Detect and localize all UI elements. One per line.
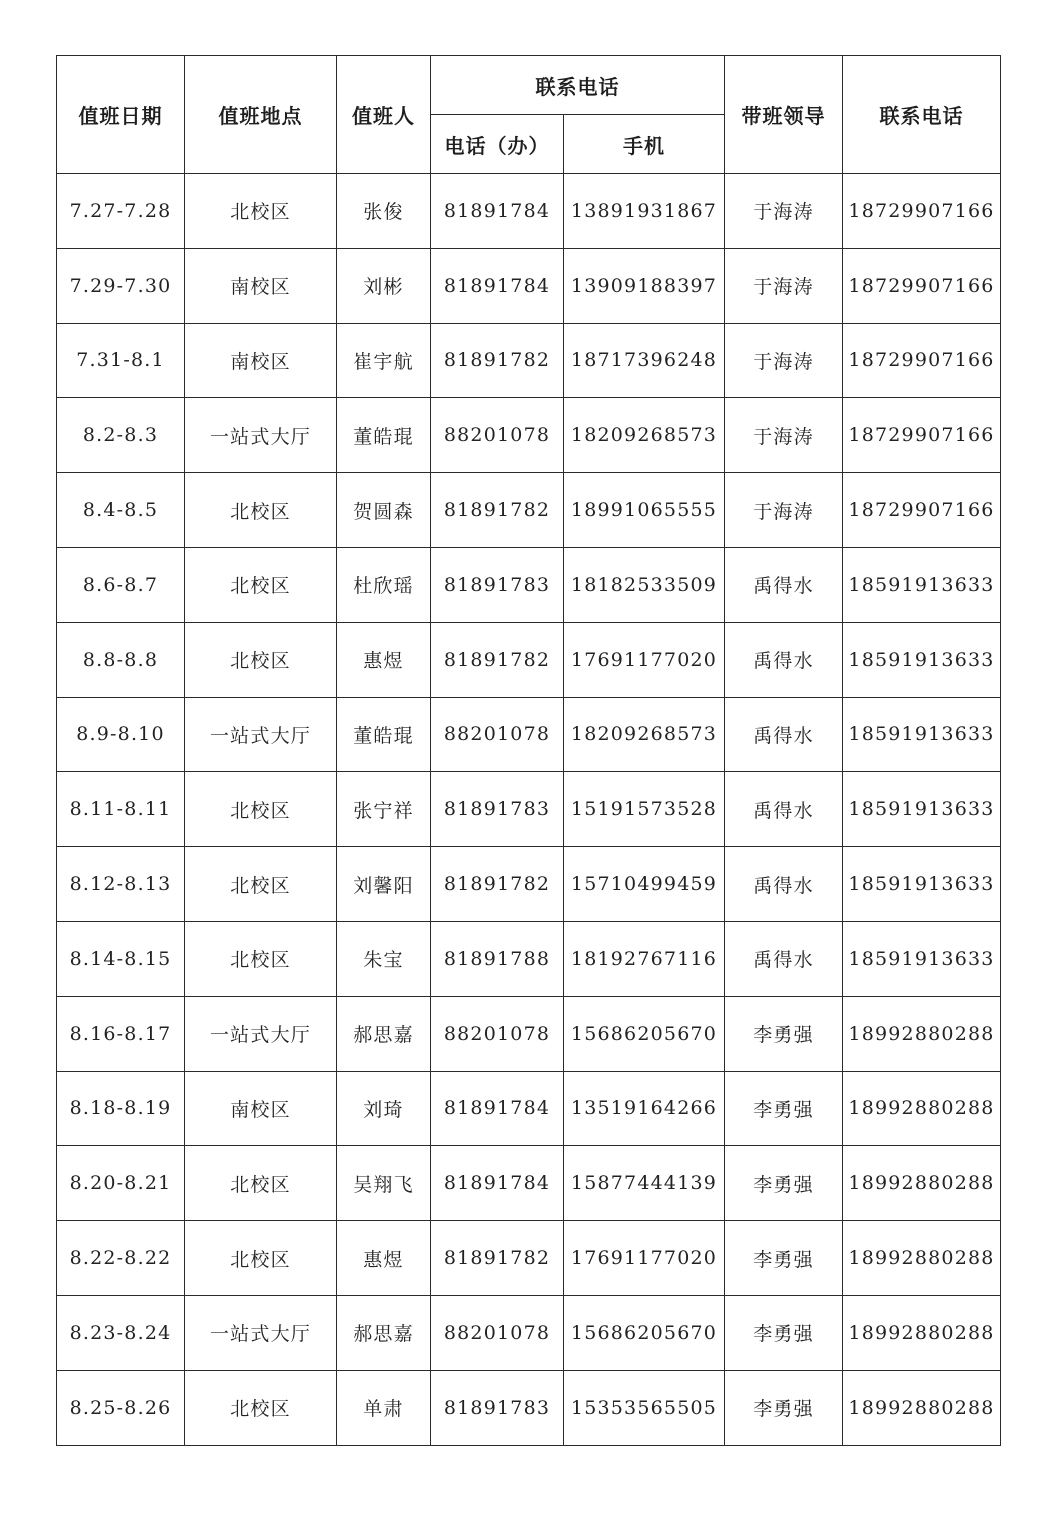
person-cell: 刘彬 <box>337 248 431 323</box>
person-cell: 惠煜 <box>337 1221 431 1296</box>
location-cell: 南校区 <box>185 248 337 323</box>
date-cell: 8.8-8.8 <box>57 622 185 697</box>
table-row <box>57 996 1001 1071</box>
mobile-cell: 15710499459 <box>564 847 725 922</box>
leader-phone-cell: 18591913633 <box>843 622 1001 697</box>
location-cell: 一站式大厅 <box>185 996 337 1071</box>
leader-phone-cell: 18591913633 <box>843 847 1001 922</box>
mobile-cell: 13519164266 <box>564 1071 725 1146</box>
person-cell: 董皓琨 <box>337 697 431 772</box>
table-row <box>57 1221 1001 1296</box>
leader-phone-cell: 18992880288 <box>843 1071 1001 1146</box>
date-cell: 8.16-8.17 <box>57 996 185 1071</box>
person-cell: 张宁祥 <box>337 772 431 847</box>
mobile-cell: 15877444139 <box>564 1146 725 1221</box>
mobile-cell: 17691177020 <box>564 622 725 697</box>
table-row <box>57 622 1001 697</box>
leader-cell: 李勇强 <box>725 1071 843 1146</box>
location-cell: 一站式大厅 <box>185 697 337 772</box>
date-cell: 8.18-8.19 <box>57 1071 185 1146</box>
date-cell: 8.22-8.22 <box>57 1221 185 1296</box>
leader-phone-cell: 18591913633 <box>843 547 1001 622</box>
location-cell: 南校区 <box>185 1071 337 1146</box>
table-row <box>57 921 1001 996</box>
table-row <box>57 547 1001 622</box>
leader-phone-cell: 18729907166 <box>843 248 1001 323</box>
leader-cell: 于海涛 <box>725 248 843 323</box>
mobile-cell: 18209268573 <box>564 398 725 473</box>
person-cell: 郝思嘉 <box>337 996 431 1071</box>
office-phone-cell: 88201078 <box>431 398 564 473</box>
mobile-cell: 13909188397 <box>564 248 725 323</box>
person-cell: 刘琦 <box>337 1071 431 1146</box>
leader-cell: 禹得水 <box>725 622 843 697</box>
leader-phone-cell: 18992880288 <box>843 1221 1001 1296</box>
leader-cell: 李勇强 <box>725 996 843 1071</box>
mobile-cell: 18717396248 <box>564 323 725 398</box>
table-row <box>57 697 1001 772</box>
table-row <box>57 473 1001 548</box>
leader-cell: 于海涛 <box>725 398 843 473</box>
mobile-cell: 18192767116 <box>564 921 725 996</box>
mobile-cell: 15686205670 <box>564 996 725 1071</box>
person-cell: 郝思嘉 <box>337 1295 431 1370</box>
office-phone-cell: 81891782 <box>431 847 564 922</box>
header-location: 值班地点 <box>185 56 337 174</box>
header-office-phone: 电话（办） <box>431 115 564 174</box>
office-phone-cell: 88201078 <box>431 1295 564 1370</box>
office-phone-cell: 81891788 <box>431 921 564 996</box>
header-contact-group: 联系电话 <box>431 56 725 115</box>
leader-phone-cell: 18992880288 <box>843 1146 1001 1221</box>
office-phone-cell: 81891782 <box>431 622 564 697</box>
leader-cell: 于海涛 <box>725 323 843 398</box>
leader-cell: 李勇强 <box>725 1370 843 1445</box>
leader-cell: 于海涛 <box>725 174 843 249</box>
date-cell: 8.9-8.10 <box>57 697 185 772</box>
office-phone-cell: 81891784 <box>431 1071 564 1146</box>
leader-phone-cell: 18992880288 <box>843 1295 1001 1370</box>
leader-cell: 禹得水 <box>725 921 843 996</box>
leader-cell: 禹得水 <box>725 547 843 622</box>
date-cell: 7.27-7.28 <box>57 174 185 249</box>
mobile-cell: 17691177020 <box>564 1221 725 1296</box>
table-row <box>57 772 1001 847</box>
office-phone-cell: 81891784 <box>431 1146 564 1221</box>
table-row <box>57 323 1001 398</box>
date-cell: 8.20-8.21 <box>57 1146 185 1221</box>
mobile-cell: 18182533509 <box>564 547 725 622</box>
location-cell: 南校区 <box>185 323 337 398</box>
office-phone-cell: 81891782 <box>431 1221 564 1296</box>
date-cell: 8.11-8.11 <box>57 772 185 847</box>
mobile-cell: 15191573528 <box>564 772 725 847</box>
office-phone-cell: 81891782 <box>431 323 564 398</box>
location-cell: 北校区 <box>185 847 337 922</box>
mobile-cell: 18991065555 <box>564 473 725 548</box>
person-cell: 杜欣瑶 <box>337 547 431 622</box>
date-cell: 8.25-8.26 <box>57 1370 185 1445</box>
person-cell: 贺圆森 <box>337 473 431 548</box>
location-cell: 北校区 <box>185 174 337 249</box>
person-cell: 张俊 <box>337 174 431 249</box>
leader-cell: 禹得水 <box>725 697 843 772</box>
header-mobile: 手机 <box>564 115 725 174</box>
leader-phone-cell: 18992880288 <box>843 1370 1001 1445</box>
location-cell: 北校区 <box>185 547 337 622</box>
table-row <box>57 248 1001 323</box>
header-date: 值班日期 <box>57 56 185 174</box>
person-cell: 董皓琨 <box>337 398 431 473</box>
person-cell: 惠煜 <box>337 622 431 697</box>
mobile-cell: 18209268573 <box>564 697 725 772</box>
location-cell: 北校区 <box>185 1146 337 1221</box>
person-cell: 单肃 <box>337 1370 431 1445</box>
date-cell: 8.12-8.13 <box>57 847 185 922</box>
table-row <box>57 1071 1001 1146</box>
leader-phone-cell: 18591913633 <box>843 772 1001 847</box>
header-leader-phone: 联系电话 <box>843 56 1001 174</box>
office-phone-cell: 88201078 <box>431 996 564 1071</box>
date-cell: 7.29-7.30 <box>57 248 185 323</box>
leader-phone-cell: 18729907166 <box>843 323 1001 398</box>
header-person: 值班人 <box>337 56 431 174</box>
date-cell: 8.6-8.7 <box>57 547 185 622</box>
header-leader: 带班领导 <box>725 56 843 174</box>
mobile-cell: 15686205670 <box>564 1295 725 1370</box>
person-cell: 朱宝 <box>337 921 431 996</box>
date-cell: 8.2-8.3 <box>57 398 185 473</box>
office-phone-cell: 88201078 <box>431 697 564 772</box>
person-cell: 崔宇航 <box>337 323 431 398</box>
location-cell: 北校区 <box>185 473 337 548</box>
table-header <box>57 56 1001 174</box>
office-phone-cell: 81891783 <box>431 1370 564 1445</box>
table-row <box>57 1295 1001 1370</box>
duty-schedule-table <box>56 55 1001 1446</box>
office-phone-cell: 81891784 <box>431 174 564 249</box>
person-cell: 吴翔飞 <box>337 1146 431 1221</box>
leader-cell: 禹得水 <box>725 847 843 922</box>
location-cell: 北校区 <box>185 622 337 697</box>
location-cell: 北校区 <box>185 1370 337 1445</box>
office-phone-cell: 81891783 <box>431 772 564 847</box>
leader-phone-cell: 18729907166 <box>843 174 1001 249</box>
leader-cell: 李勇强 <box>725 1146 843 1221</box>
leader-cell: 禹得水 <box>725 772 843 847</box>
location-cell: 北校区 <box>185 921 337 996</box>
person-cell: 刘馨阳 <box>337 847 431 922</box>
table-body <box>57 174 1001 1446</box>
location-cell: 一站式大厅 <box>185 1295 337 1370</box>
location-cell: 北校区 <box>185 772 337 847</box>
leader-phone-cell: 18591913633 <box>843 921 1001 996</box>
leader-cell: 李勇强 <box>725 1221 843 1296</box>
table-row <box>57 174 1001 249</box>
office-phone-cell: 81891782 <box>431 473 564 548</box>
office-phone-cell: 81891784 <box>431 248 564 323</box>
leader-phone-cell: 18992880288 <box>843 996 1001 1071</box>
table-row <box>57 1370 1001 1445</box>
table-row <box>57 1146 1001 1221</box>
date-cell: 7.31-8.1 <box>57 323 185 398</box>
office-phone-cell: 81891783 <box>431 547 564 622</box>
leader-phone-cell: 18729907166 <box>843 398 1001 473</box>
location-cell: 北校区 <box>185 1221 337 1296</box>
date-cell: 8.4-8.5 <box>57 473 185 548</box>
date-cell: 8.14-8.15 <box>57 921 185 996</box>
leader-phone-cell: 18591913633 <box>843 697 1001 772</box>
mobile-cell: 15353565505 <box>564 1370 725 1445</box>
table-row <box>57 398 1001 473</box>
leader-phone-cell: 18729907166 <box>843 473 1001 548</box>
date-cell: 8.23-8.24 <box>57 1295 185 1370</box>
location-cell: 一站式大厅 <box>185 398 337 473</box>
mobile-cell: 13891931867 <box>564 174 725 249</box>
table-row <box>57 847 1001 922</box>
leader-cell: 于海涛 <box>725 473 843 548</box>
leader-cell: 李勇强 <box>725 1295 843 1370</box>
